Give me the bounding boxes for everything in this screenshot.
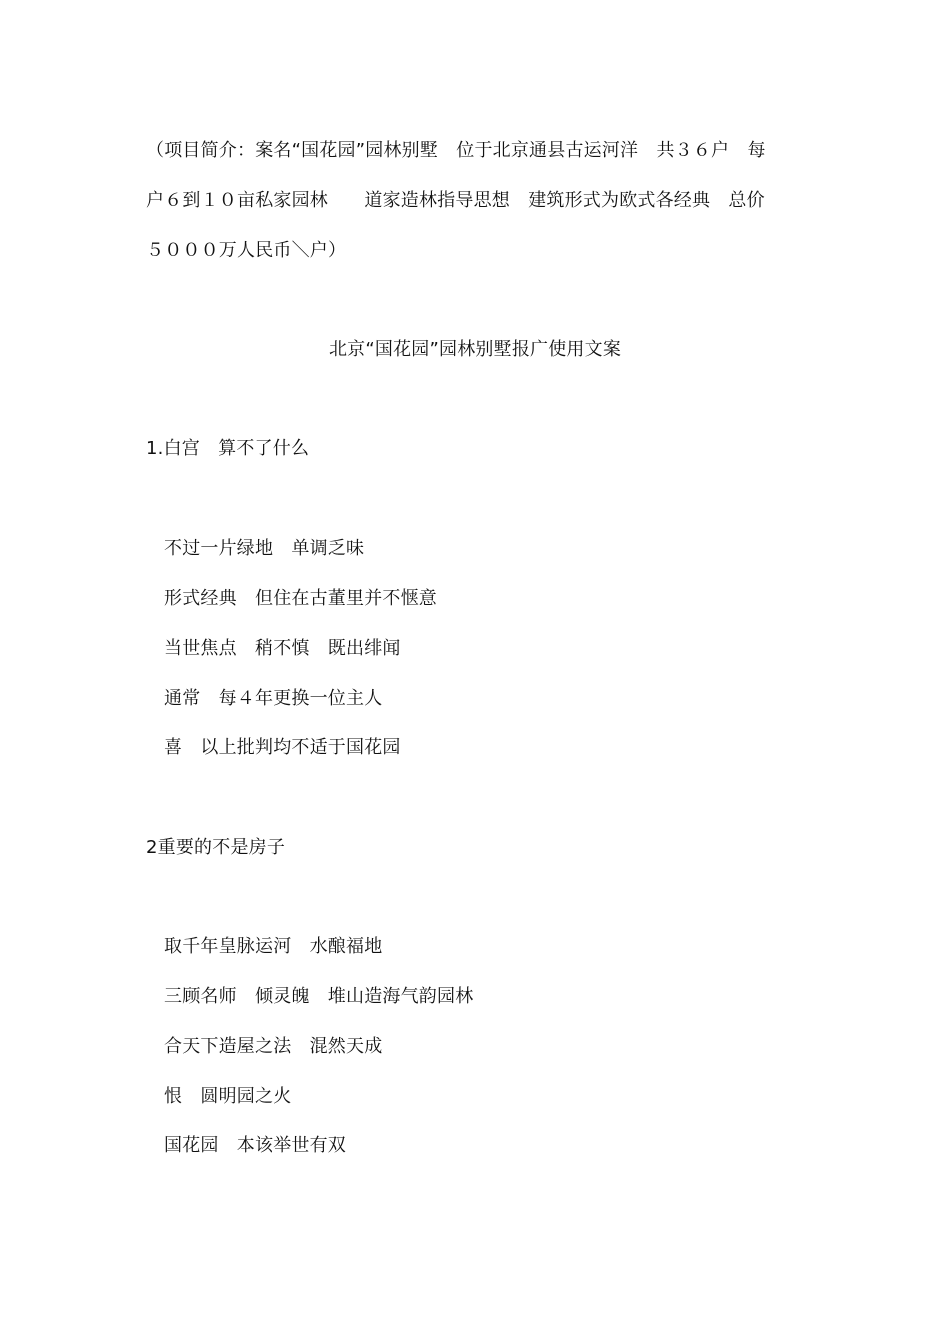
section-1-line-4: 通常 每４年更换一位主人 (164, 688, 383, 709)
section-1-line-5: 喜 以上批判均不适于国花园 (164, 737, 401, 758)
section-1-line-2: 形式经典 但住在古董里并不惬意 (164, 588, 437, 609)
section-2-line-5: 国花园 本该举世有双 (164, 1135, 346, 1156)
section-2-line-4: 恨 圆明园之火 (164, 1086, 292, 1107)
intro-line-3: ５０００万人民币＼户） (146, 240, 347, 261)
intro-line-2: 户６到１０亩私家园林 道家造林指导思想 建筑形式为欧式各经典 总价 (146, 190, 765, 211)
section-1-line-3: 当世焦点 稍不慎 既出绯闻 (164, 638, 401, 659)
section-heading-1: 1.白宫 算不了什么 (146, 438, 310, 459)
section-2-line-2: 三顾名师 倾灵魄 堆山造海气韵园林 (164, 986, 474, 1007)
document-title: 北京“国花园”园林别墅报广使用文案 (328, 339, 622, 360)
section-2-line-1: 取千年皇脉运河 水酿福地 (164, 936, 383, 957)
section-heading-2: 2重要的不是房子 (146, 837, 286, 858)
intro-line-1: （项目简介：案名“国花园”园林别墅 位于北京通县古运河洋 共３６户 每 (146, 140, 766, 161)
section-1-line-1: 不过一片绿地 单调乏味 (164, 538, 365, 559)
section-2-line-3: 合天下造屋之法 混然天成 (164, 1036, 383, 1057)
